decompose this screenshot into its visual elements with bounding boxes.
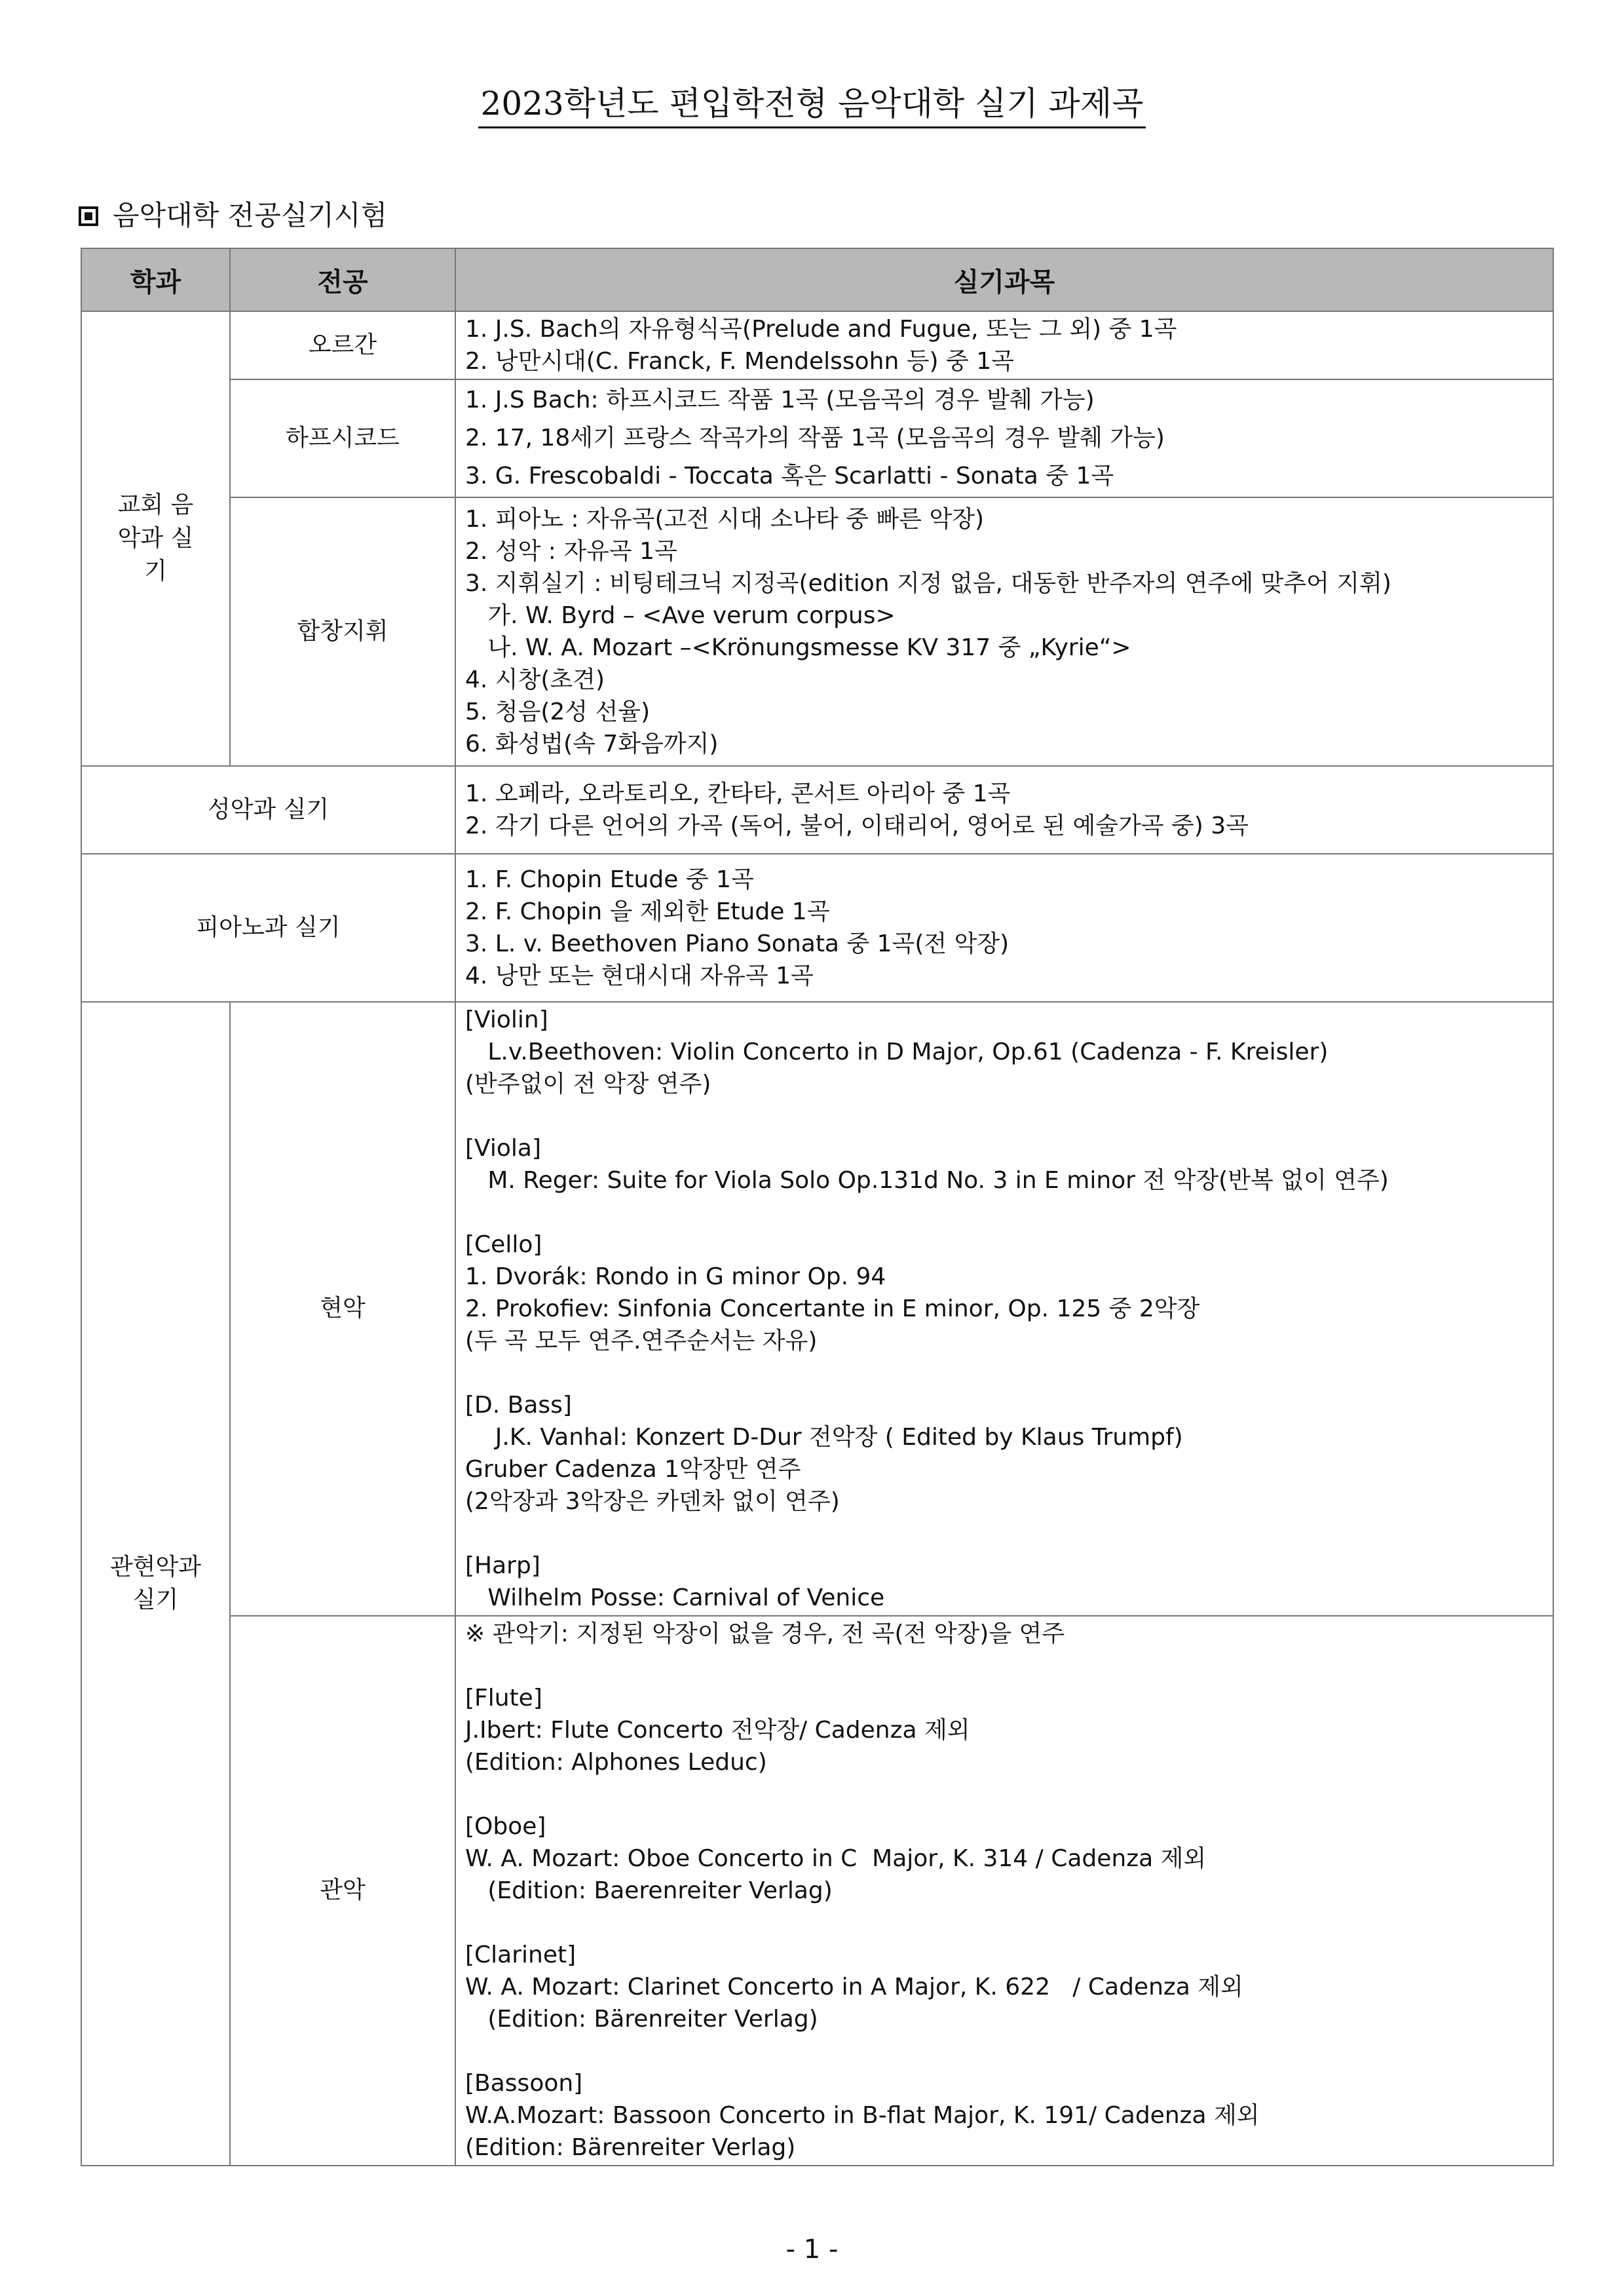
text-line: 1. 오페라, 오라토리오, 칸타타, 콘서트 아리아 중 1곡 [465,780,1011,807]
text-line: (Edition: Bärenreiter Verlag) [465,2006,818,2033]
text-line: 1. 피아노 : 자유곡(고전 시대 소나타 중 빠른 악장) [465,506,985,533]
text-line: [D. Bass] [465,1392,572,1419]
text-line [465,1196,1543,1229]
text-line: [Flute] [465,1685,542,1712]
text-line [465,1778,1543,1810]
text-line [465,1357,1543,1389]
dept-church-music: 교회 음악과 실기 [81,311,230,766]
text-line: (Edition: Bärenreiter Verlag) [465,2134,796,2161]
text-line: 2. 17, 18세기 프랑스 작곡가의 작품 1곡 (모음곡의 경우 발췌 가능) [465,425,1165,451]
exam-table [81,248,1554,2166]
table-row [81,1002,1553,1616]
major-winds: 관악 [230,1616,455,2166]
text-line: [Violin] [465,1006,548,1033]
text-line: (Edition: Baerenreiter Verlag) [465,1877,833,1904]
table-row [81,1616,1553,2166]
major-choral-conducting: 합창지휘 [230,497,455,766]
section-heading [79,194,387,233]
text-line: 3. 지휘실기 : 비팅테크닉 지정곡(edition 지정 없음, 대동한 반주자의 연주에 맞추어 지휘) [465,570,1391,597]
text-line: Wilhelm Posse: Carnival of Venice [465,1584,885,1611]
text-line [465,1907,1543,1939]
text-line: [Clarinet] [465,1942,576,1968]
text-line: [Cello] [465,1231,542,1258]
text-line: Gruber Cadenza 1악장만 연주 [465,1456,801,1483]
subject-winds [455,1616,1553,2166]
header-dept: 학과 [81,248,230,311]
text-line: 2. Prokofiev: Sinfonia Concertante in E minor, Op. 125 중 2악장 [465,1295,1200,1322]
text-line: J.Ibert: Flute Concerto 전악장/ Cadenza 제외 [465,1717,970,1744]
dept-piano: 피아노과 실기 [81,854,455,1002]
dept-vocal: 성악과 실기 [81,766,455,854]
filled-square-icon [79,206,98,226]
text-line: 5. 청음(2성 선율) [465,698,651,725]
table-row [81,497,1553,766]
text-line: 4. 낭만 또는 현대시대 자유곡 1곡 [465,963,814,989]
text-line: [Oboe] [465,1813,546,1840]
text-line: ※ 관악기: 지정된 악장이 없을 경우, 전 곡(전 악장)을 연주 [465,1620,1065,1647]
text-line: 6. 화성법(속 7화음까지) [465,731,719,757]
text-line: 가. W. Byrd – <Ave verum corpus> [465,602,896,629]
text-line: [Bassoon] [465,2070,583,2097]
text-line [465,1518,1543,1550]
table-row [81,311,1553,379]
text-line: (Edition: Alphones Leduc) [465,1749,767,1776]
header-subject: 실기과목 [455,248,1553,311]
subject-strings [455,1002,1553,1616]
text-line: [Viola] [465,1135,542,1162]
text-line: 2. 낭만시대(C. Franck, F. Mendelssohn 등) 중 1곡 [465,348,1014,375]
text-line: 3. L. v. Beethoven Piano Sonata 중 1곡(전 악장) [465,930,1010,957]
page-title: 2023학년도 편입학전형 음악대학 실기 과제곡 [0,77,1624,124]
text-line: W. A. Mozart: Oboe Concerto in C Major, K. 314 / Cadenza 제외 [465,1845,1207,1872]
text-line: 3. G. Frescobaldi - Toccata 혹은 Scarlatti - Sonata 중 1곡 [465,463,1114,489]
text-line: 나. W. A. Mozart –<Krönungsmesse KV 317 중 „Kyrie“> [465,634,1131,661]
text-line: M. Reger: Suite for Viola Solo Op.131d No. 3 in E minor 전 악장(반복 없이 연주) [465,1167,1389,1194]
subject-harpsichord [455,379,1553,497]
major-organ: 오르간 [230,311,455,379]
text-line: (반주없이 전 악장 연주) [465,1071,711,1098]
subject-choral-conducting [455,497,1553,766]
text-line: L.v.Beethoven: Violin Concerto in D Major, Op.61 (Cadenza - F. Kreisler) [465,1039,1329,1065]
major-strings: 현악 [230,1002,455,1616]
text-line: [Harp] [465,1552,540,1579]
table-header-row [81,248,1553,311]
section-title: 음악대학 전공실기시험 [113,199,388,231]
text-line: 2. F. Chopin 을 제외한 Etude 1곡 [465,898,830,925]
text-line: 1. J.S. Bach의 자유형식곡(Prelude and Fugue, 또는 그 외) 중 1곡 [465,316,1177,343]
text-line [465,1100,1543,1132]
subject-organ [455,311,1553,379]
text-line: 1. J.S Bach: 하프시코드 작품 1곡 (모음곡의 경우 발췌 가능) [465,387,1095,413]
text-line: (두 곡 모두 연주.연주순서는 자유) [465,1328,818,1354]
text-line: (2악장과 3악장은 카덴차 없이 연주) [465,1488,840,1515]
table-row [81,766,1553,854]
text-line [465,1650,1543,1682]
dept-orchestra: 관현악과 실기 [81,1002,230,2166]
major-harpsichord: 하프시코드 [230,379,455,497]
table-row [81,379,1553,497]
text-line: 1. Dvorák: Rondo in G minor Op. 94 [465,1263,886,1290]
text-line: W. A. Mozart: Clarinet Concerto in A Major, K. 622 / Cadenza 제외 [465,1974,1243,2000]
text-line [465,2035,1543,2067]
subject-vocal [455,766,1553,854]
text-line: 1. F. Chopin Etude 중 1곡 [465,866,754,893]
header-major: 전공 [230,248,455,311]
page-number: - 1 - [785,2234,839,2265]
table-row [81,854,1553,1002]
text-line: 4. 시창(초견) [465,666,605,693]
text-line: 2. 각기 다른 언어의 가곡 (독어, 불어, 이태리어, 영어로 된 예술가곡 중) 3곡 [465,813,1249,839]
text-line: W.A.Mozart: Bassoon Concerto in B-flat Major, K. 191/ Cadenza 제외 [465,2102,1260,2129]
subject-piano [455,854,1553,1002]
text-line: 2. 성악 : 자유곡 1곡 [465,538,677,565]
text-line: J.K. Vanhal: Konzert D-Dur 전악장 ( Edited by Klaus Trumpf) [465,1424,1183,1451]
